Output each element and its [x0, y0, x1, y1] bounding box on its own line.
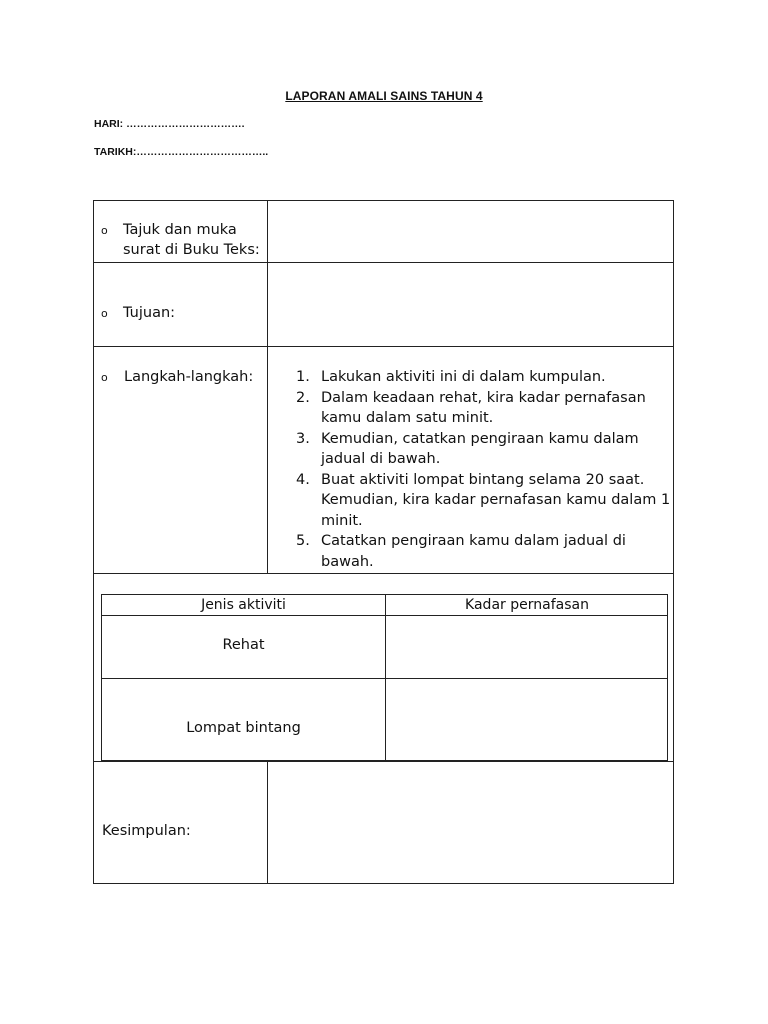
header-kadar-pernafasan: Kadar pernafasan	[465, 597, 589, 613]
step-text: Kemudian, catatkan pengiraan kamu dalam jadual di bawah.	[321, 430, 639, 467]
bullet-icon: o	[101, 224, 108, 237]
step-number: 1.	[296, 369, 310, 385]
step-number: 2.	[296, 389, 310, 406]
bullet-icon: o	[101, 371, 108, 384]
step-text: Lakukan aktiviti ini di dalam kumpulan.	[321, 369, 606, 385]
hari-field: HARI: …………………………….	[94, 118, 245, 130]
steps-list	[296, 367, 676, 572]
results-table	[101, 594, 668, 761]
step-text: Catatkan pengiraan kamu dalam jadual di bawah.	[321, 533, 626, 570]
step-text: Dalam keadaan rehat, kira kadar pernafasan kamu dalam satu minit.	[321, 389, 646, 426]
step-item	[296, 429, 676, 470]
tarikh-field: TARIKH:………………………………..	[94, 146, 269, 158]
step-item	[296, 531, 676, 572]
langkah-label: Langkah-langkah:	[124, 369, 254, 385]
tujuan-label: Tujuan:	[123, 305, 176, 321]
step-number: 5.	[296, 533, 310, 549]
kesimpulan-answer-cell[interactable]	[268, 762, 673, 883]
row-lompat-bintang-rate-cell[interactable]	[386, 679, 667, 760]
row-lompat-bintang-activity: Lompat bintang	[186, 720, 301, 736]
header-jenis-aktiviti: Jenis aktiviti	[201, 597, 286, 613]
step-item	[296, 470, 676, 532]
row-divider	[94, 573, 673, 574]
report-form	[93, 200, 674, 884]
step-number: 4.	[296, 471, 310, 488]
step-item	[296, 367, 676, 388]
step-item	[296, 388, 676, 429]
row-rehat-rate-cell[interactable]	[386, 616, 667, 678]
tajuk-label: Tajuk dan muka surat di Buku Teks:	[123, 222, 260, 258]
report-title: LAPORAN AMALI SAINS TAHUN 4	[285, 89, 483, 103]
row-rehat-activity: Rehat	[222, 637, 265, 653]
tujuan-answer-cell[interactable]	[268, 263, 673, 346]
bullet-icon: o	[101, 307, 108, 320]
kesimpulan-label: Kesimpulan:	[102, 823, 191, 839]
step-number: 3.	[296, 430, 310, 447]
step-text: Buat aktiviti lompat bintang selama 20 saat. Kemudian, kira kadar pernafasan kamu dalam 1 minit.	[321, 471, 671, 529]
tajuk-answer-cell[interactable]	[268, 201, 673, 262]
row-divider	[94, 346, 673, 347]
